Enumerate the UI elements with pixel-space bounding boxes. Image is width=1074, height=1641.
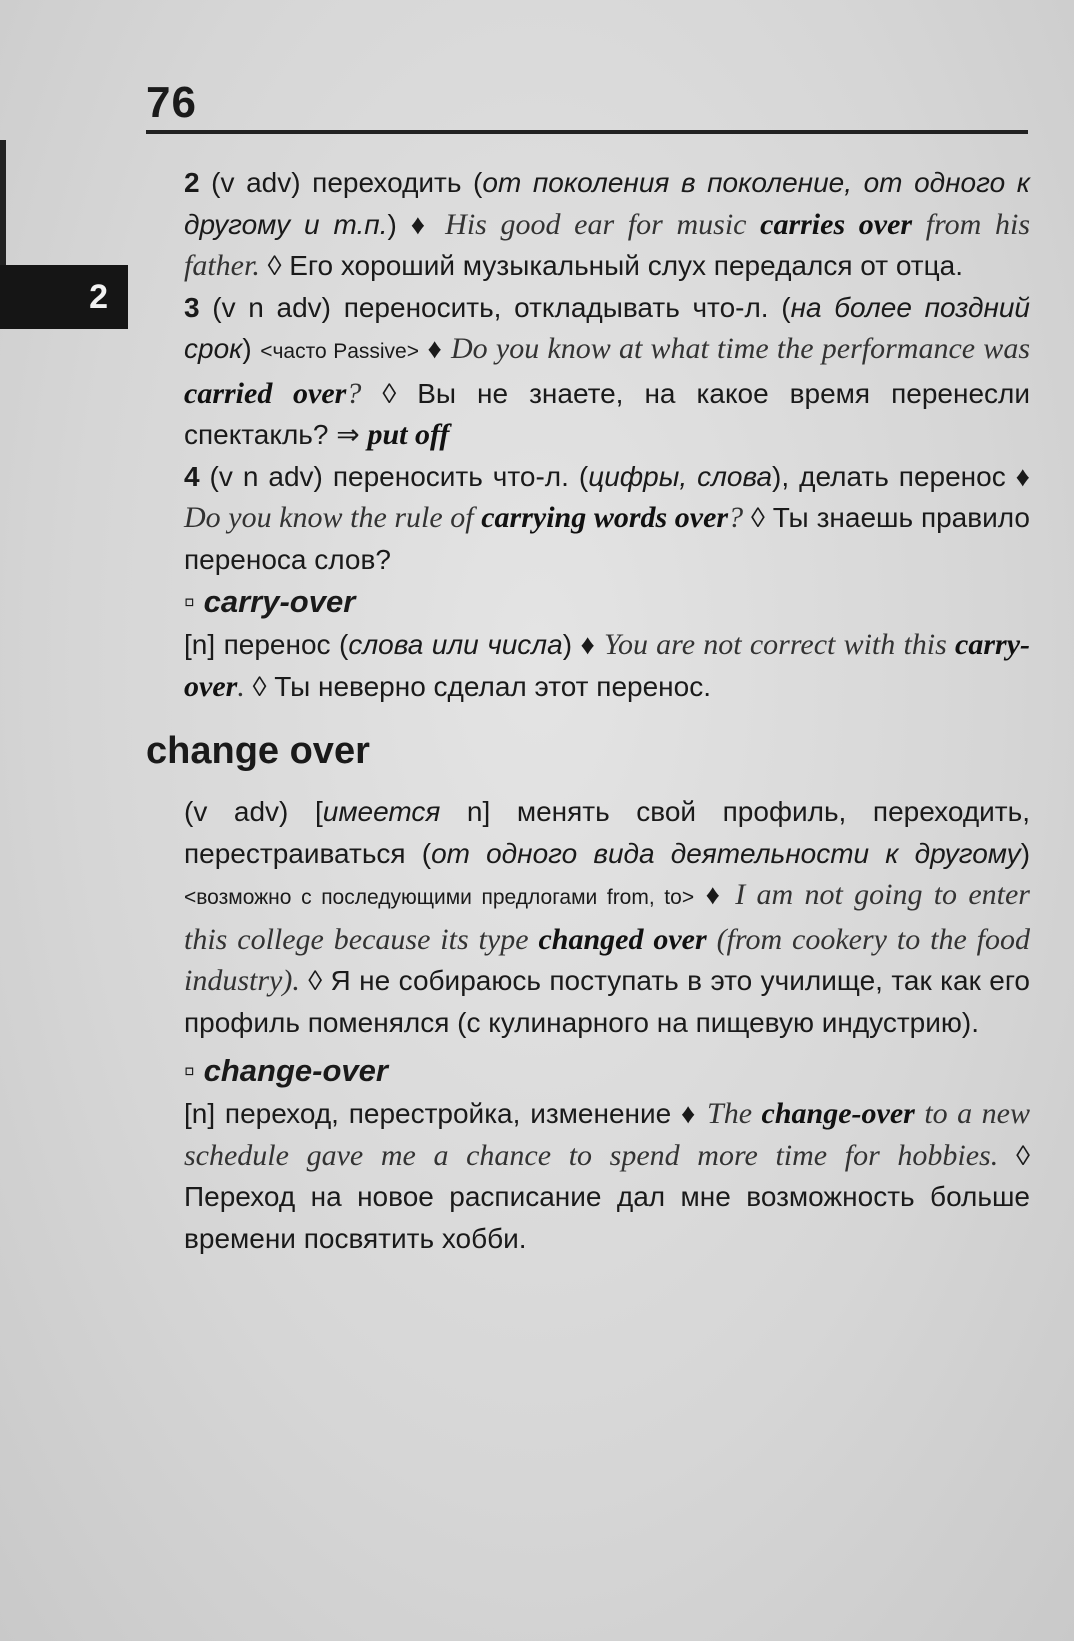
grammar-note: (v n adv) переносить, откладывать что-л. ( (199, 291, 791, 323)
example-phrase: changed over (538, 922, 707, 956)
grammar-note: [n] перенос ( (184, 629, 349, 660)
usage-note: <возможно с последующими предлогами from, to> (184, 886, 695, 909)
gloss: от поколения в поколение, от одного к другому и т.п. (184, 167, 1031, 240)
gloss-end: ) (1020, 837, 1031, 869)
example-text: to a new schedule gave me a chance to spend more time for hobbies. (184, 1097, 1030, 1172)
translation: ◊ Его хороший музыкальный слух передался от отца. (259, 250, 963, 281)
translation: ◊ Переход на новое расписание дал мне возможность больше времени посвятить хобби. (184, 1139, 1030, 1254)
example-phrase: carry-over (184, 628, 1031, 703)
grammar-note: (v adv) переходить ( (199, 167, 483, 198)
example-text: Do you know the rule of (184, 501, 482, 534)
section-tab (0, 265, 128, 329)
grammar-note-italic: имеется (322, 796, 441, 827)
gloss-end: ) ♦ (387, 208, 446, 240)
usage-note: <часто Passive> (260, 340, 419, 363)
translation: ◊ Вы не знаете, на какое время перенесли спектакль? ⇒ (184, 377, 1030, 450)
example-marker: ♦ (694, 879, 736, 910)
subentry-carry-over (184, 624, 1030, 707)
example-text: from his father. (184, 207, 1031, 282)
grammar-note: [n] переход, перестройка, изменение ♦ (184, 1098, 708, 1129)
translation: ◊ Я не собираюсь поступать в это училище, так как его профиль поменялся (с кулинарного на пищевую индустрию). (184, 965, 1030, 1038)
definition: n] менять свой профиль, переходить, перестраиваться ( (184, 796, 1030, 869)
sense-number: 4 (184, 460, 200, 492)
example-text: His good ear for music (445, 207, 761, 241)
subentry-change-over (184, 1093, 1030, 1259)
example-text: The (707, 1097, 762, 1130)
cross-reference: put off (367, 418, 450, 451)
example-text: . (237, 669, 245, 703)
example-phrase: carries over (760, 207, 913, 241)
page-number: 76 (146, 78, 197, 127)
gloss-end: ) (242, 333, 261, 364)
section-tab-label: 2 (89, 277, 108, 316)
gloss: от одного вида деятельности к другому (431, 837, 1021, 869)
translation: ◊ Ты знаешь правило переноса слов? (184, 502, 1030, 575)
translation: ◊ Ты неверно сделал этот перенос. (244, 670, 711, 702)
example-phrase: change-over (761, 1097, 915, 1130)
gloss: цифры, слова (588, 460, 773, 492)
sense-4 (184, 456, 1030, 581)
example-text: I am not going to enter this college because its type (184, 878, 1030, 956)
gloss-end: ), делать перенос ♦ (772, 460, 1030, 492)
page-content (146, 162, 1030, 1259)
example-phrase: carried over (184, 376, 347, 410)
example-text: ? (346, 376, 362, 410)
gloss: слова или числа (348, 629, 563, 660)
grammar-note: (v n adv) переносить что-л. ( (199, 460, 589, 492)
example-text: (from cookery to the food industry). (184, 922, 1030, 997)
example-phrase: carrying words over (481, 501, 729, 534)
example-text: You are not correct with this (604, 628, 956, 661)
sense-2 (184, 162, 1030, 287)
entry-headword: change over (146, 730, 370, 772)
sense-number: 3 (184, 291, 200, 323)
sense-number: 2 (184, 167, 200, 198)
grammar-note: (v adv) [ (184, 796, 323, 827)
sense-3 (184, 287, 1030, 456)
subentry-headword: ▫ carry-over (184, 584, 356, 619)
example-marker: ♦ (419, 333, 451, 364)
header-rule (146, 130, 1028, 134)
gloss: на более поздний срок (184, 291, 1031, 364)
example-text: Do you know at what time the performance was (451, 332, 1030, 365)
example-text: ? (728, 501, 744, 534)
gloss-end: ) ♦ (562, 629, 605, 660)
subentry-headword: ▫ change-over (184, 1053, 388, 1088)
entry-change-over (184, 791, 1030, 1043)
